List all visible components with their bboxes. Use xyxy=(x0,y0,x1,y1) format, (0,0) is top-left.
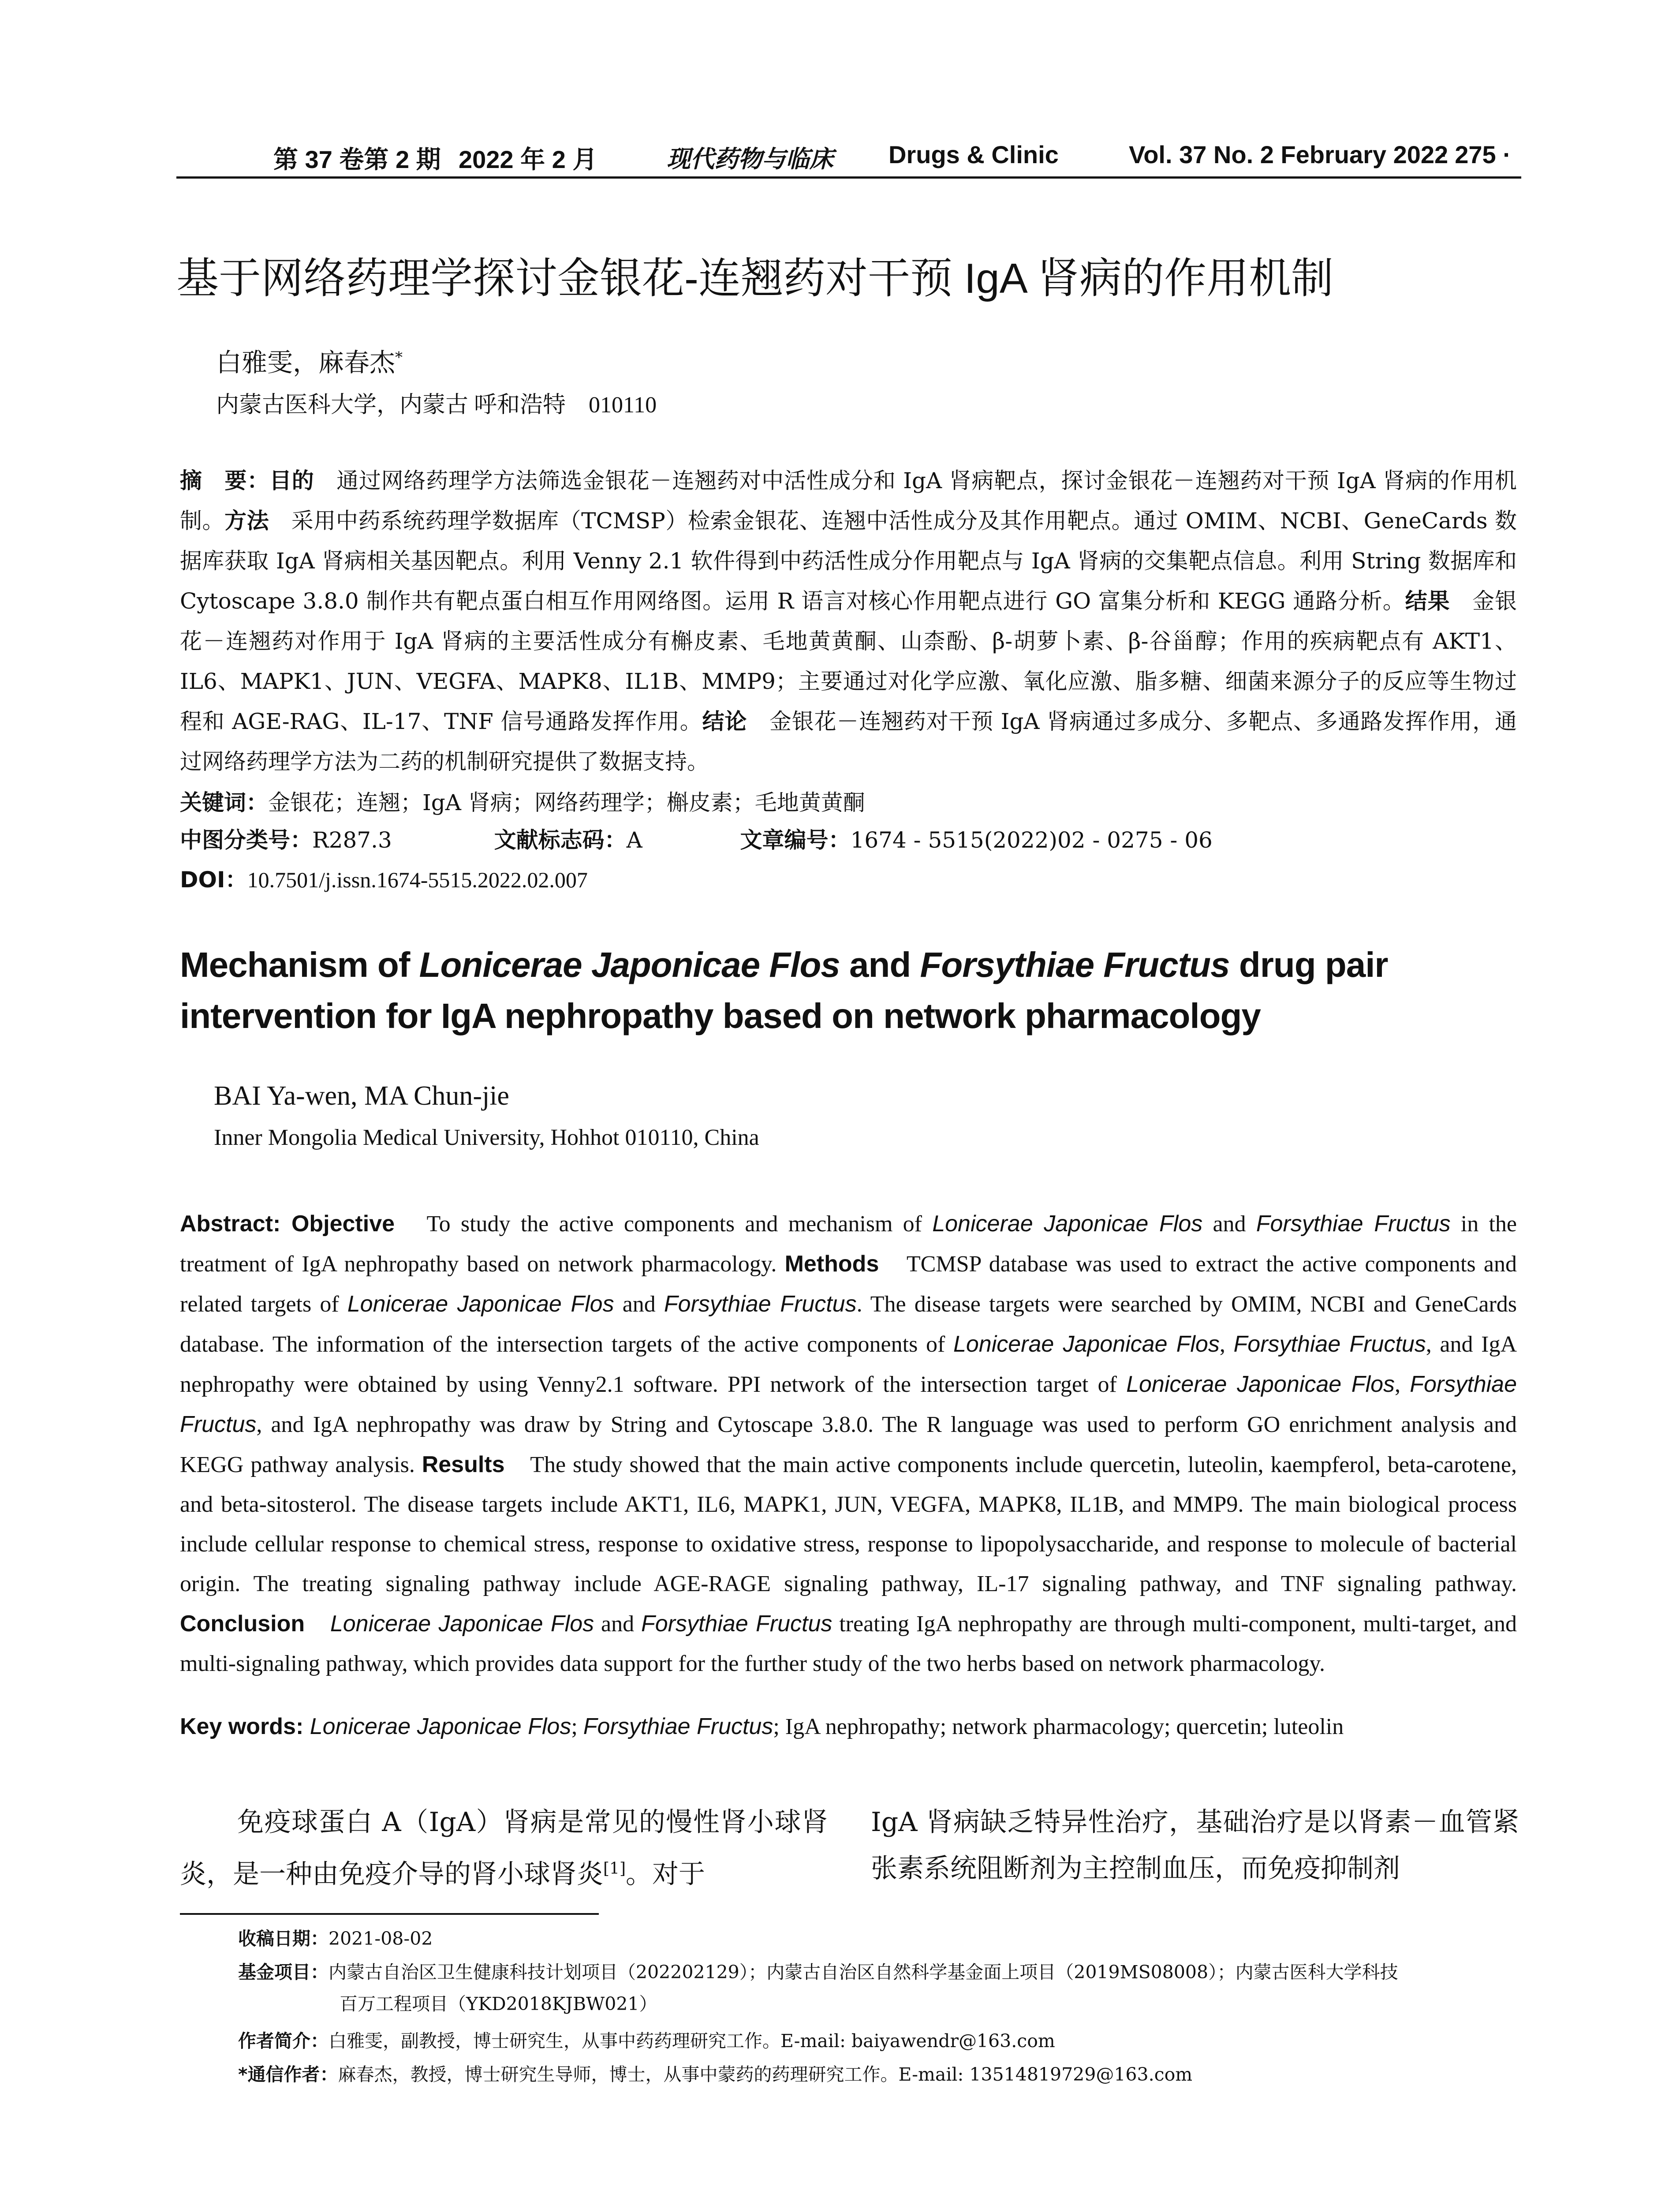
abstract-en-text: TCMSP database was used to extract the active components and related targets of xyxy=(180,1252,1517,1317)
affiliation-en: Inner Mongolia Medical University, Hohhot 010110, China xyxy=(214,1125,759,1150)
footnote-label: 基金项目： xyxy=(238,1962,329,1983)
article-number-value: 1674 - 5515(2022)02 - 0275 - 06 xyxy=(850,827,1213,853)
keywords-en xyxy=(180,1713,1520,1740)
footnote-fund xyxy=(238,1956,1398,2020)
title-en-part: Mechanism of xyxy=(180,945,419,984)
species-name: Forsythiae Fructus xyxy=(1256,1211,1451,1237)
keyword-sep: ; xyxy=(571,1714,583,1739)
title-en-species: Forsythiae Fructus xyxy=(920,945,1230,984)
title-en xyxy=(180,939,1525,1042)
keywords-cn-text: 金银花；连翘；IgA 肾病；网络药理学；槲皮素；毛地黄黄酮 xyxy=(268,790,865,815)
abstract-en-text: and xyxy=(614,1292,664,1317)
header-volume-issue-en: Vol. 37 No. 2 February 2022 xyxy=(1129,141,1449,168)
results-cn-text: 金银花－连翘药对作用于 IgA 肾病的主要活性成分有槲皮素、毛地黄黄酮、山柰酚、β-胡萝卜素、β-谷甾醇；作用的疾病靶点有 AKT1、IL6、MAPK1、JUN、VEGFA、MAPK8、IL1B、MMP9；主要通过对化学应激、氧化应激、脂多糖、细菌来源分子的反应等生物过程和 AGE-RAG、IL-17、TNF 信号通路发挥作用。 xyxy=(180,588,1517,734)
keyword-species: Lonicerae Japonicae Flos xyxy=(310,1714,571,1739)
abstract-en-text: To study the active components and mechanism of xyxy=(395,1211,933,1237)
title-en-part: drug pair intervention for IgA nephropathy based on network pharmacology xyxy=(180,945,1388,1035)
footnote-author xyxy=(238,2025,1055,2057)
abstract-en-text: and xyxy=(594,1611,641,1637)
footnote-label: *通信作者： xyxy=(238,2064,338,2085)
doc-code-value: A xyxy=(626,827,642,853)
footnote-text: 2021-08-02 xyxy=(329,1928,433,1949)
body-text: 。对于 xyxy=(626,1859,705,1890)
abstract-en-text: . The disease targets were searched by OMIM, NCBI and GeneCards database. The information of the intersection targets of the active components of xyxy=(180,1292,1517,1357)
conclusion-cn-text: 金银花－连翘药对干预 IgA 肾病通过多成分、多靶点、多通路发挥作用，通过网络药理学方法为二药的机制研究提供了数据支持。 xyxy=(180,709,1517,774)
species-name: Lonicerae Japonicae Flos xyxy=(330,1611,594,1637)
body-column-left xyxy=(180,1799,828,1898)
header-journal-en: Drugs & Clinic xyxy=(889,141,1059,168)
objective-cn-label: 目的 xyxy=(269,468,314,493)
keywords-en-text: ; IgA nephropathy; network pharmacology; quercetin; luteolin xyxy=(773,1714,1344,1739)
citation-ref[interactable]: [1] xyxy=(603,1860,626,1878)
abstract-en-text: , xyxy=(1219,1332,1234,1357)
results-cn-label: 结果 xyxy=(1405,588,1450,614)
classification-line xyxy=(180,822,1213,854)
corresponding-mark: * xyxy=(395,348,403,366)
footnote-text: 麻春杰，教授，博士研究生导师，博士，从事中蒙药的药理研究工作。E-mail: 13514819729@163.com xyxy=(338,2064,1193,2085)
conclusion-en-label: Conclusion xyxy=(180,1611,305,1637)
abstract-en-text: in the treatment of IgA nephropathy based on network pharmacology. xyxy=(180,1211,1517,1277)
abstract-en xyxy=(180,1204,1517,1684)
keyword-species: Forsythiae Fructus xyxy=(583,1714,773,1739)
conclusion-cn-label: 结论 xyxy=(702,709,747,734)
abstract-cn xyxy=(180,461,1517,782)
species-name: Forsythiae Fructus xyxy=(664,1291,857,1317)
species-name: Lonicerae Japonicae Flos xyxy=(932,1211,1203,1237)
doc-code-label: 文献标志码： xyxy=(494,827,627,853)
title-cn: 基于网络药理学探讨金银花-连翘药对干预 IgA 肾病的作用机制 xyxy=(176,255,1334,302)
footnote-label: 收稿日期： xyxy=(238,1928,329,1949)
methods-en-label: Methods xyxy=(784,1251,879,1277)
footnote-label: 作者简介： xyxy=(238,2030,329,2052)
article-number-label: 文章编号： xyxy=(740,827,851,853)
abstract-en-text: , and IgA nephropathy were obtained by using Venny2.1 software. PPI network of the intersection target of xyxy=(180,1332,1517,1397)
species-name: Lonicerae Japonicae Flos xyxy=(953,1331,1220,1357)
clc-label: 中图分类号： xyxy=(180,827,312,853)
header-page-number: · 275 · xyxy=(1440,141,1511,168)
objective-en-label: Objective xyxy=(291,1211,395,1237)
affiliation-cn: 内蒙古医科大学，内蒙古 呼和浩特 010110 xyxy=(216,392,657,418)
header-volume-issue-cn: 第 37 卷第 2 期 xyxy=(273,146,441,173)
footnote-text: 百万工程项目（YKD2018KJBW021） xyxy=(340,1993,657,2014)
title-en-species: Lonicerae Japonicae Flos xyxy=(419,945,840,984)
footnote-received xyxy=(238,1923,433,1955)
abstract-en-text: , and IgA nephropathy was draw by String and Cytoscape 3.8.0. The R language was used to perform GO enrichment analysis and KEGG pathway analysis. xyxy=(180,1412,1517,1477)
running-header xyxy=(176,140,1521,179)
footnote-text: 白雅雯，副教授，博士研究生，从事中药药理研究工作。E-mail: baiyawendr@163.com xyxy=(329,2030,1055,2052)
footnote-text: 内蒙古自治区卫生健康科技计划项目（202202129）；内蒙古自治区自然科学基金面上项目（2019MS08008）；内蒙古医科大学科技 xyxy=(329,1962,1398,1983)
doi-link[interactable]: 10.7501/j.issn.1674-5515.2022.02.007 xyxy=(247,867,588,892)
authors-cn xyxy=(216,342,403,379)
header-journal-cn: 现代药物与临床 xyxy=(667,145,833,173)
authors-cn-names: 白雅雯，麻春杰 xyxy=(216,348,396,377)
species-name: Forsythiae Fructus xyxy=(1233,1331,1426,1357)
keywords-cn xyxy=(180,783,1517,823)
species-name: Lonicerae Japonicae Flos xyxy=(347,1291,614,1317)
abstract-en-text: and xyxy=(1202,1211,1256,1237)
methods-cn-label: 方法 xyxy=(224,508,269,534)
footnote-corresponding xyxy=(238,2059,1192,2090)
species-name: Forsythiae Fructus xyxy=(180,1372,1517,1437)
keywords-en-label: Key words: xyxy=(180,1714,310,1739)
abstract-en-label: Abstract: xyxy=(180,1211,291,1237)
footnote-divider xyxy=(180,1913,599,1915)
keywords-cn-label: 关键词： xyxy=(180,790,268,815)
abstract-en-text: , xyxy=(1395,1372,1410,1397)
doi-line xyxy=(180,862,588,894)
abstract-en-text: The study showed that the main active components include quercetin, luteolin, kaempferol, beta-carotene, and beta-sitosterol. The disease targets include AKT1, IL6, MAPK1, JUN, VEGFA, MAPK8, IL1B, and MMP9. The main biological process include cellular response to chemical stress, response to oxidative stress, response to lipopolysaccharide, and response to molecule of bacterial origin. The treating signaling pathway include AGE-RAGE signaling pathway, IL-17 signaling pathway, and TNF signaling pathway. xyxy=(180,1452,1517,1596)
abstract-en-text xyxy=(305,1611,330,1637)
body-text: 免疫球蛋白 A（IgA）肾病是常见的慢性肾小球肾炎，是一种由免疫介导的肾小球肾炎 xyxy=(180,1807,828,1890)
header-date-cn: 2022 年 2 月 xyxy=(459,146,597,173)
results-en-label: Results xyxy=(422,1452,505,1477)
species-name: Lonicerae Japonicae Flos xyxy=(1126,1372,1395,1397)
clc-value: R287.3 xyxy=(312,827,392,853)
title-en-part: and xyxy=(840,945,920,984)
abstract-cn-label: 摘 要： xyxy=(180,468,269,493)
abstract-en-text: treating IgA nephropathy are through multi-component, multi-target, and multi-signaling pathway, which provides data support for the further study of the two herbs based on network pharmacology. xyxy=(180,1611,1517,1676)
authors-en: BAI Ya-wen, MA Chun-jie xyxy=(214,1081,509,1111)
body-column-right: IgA 肾病缺乏特异性治疗，基础治疗是以肾素－血管紧张素系统阻断剂为主控制血压，而免疫抑制剂 xyxy=(871,1807,1519,1884)
species-name: Forsythiae Fructus xyxy=(641,1611,833,1637)
methods-cn-text: 采用中药系统药理学数据库（TCMSP）检索金银花、连翘中活性成分及其作用靶点。通过 OMIM、NCBI、GeneCards 数据库获取 IgA 肾病相关基因靶点。利用 Venny 2.1 软件得到中药活性成分作用靶点与 IgA 肾病的交集靶点信息。利用 String 数据库和 Cytoscape 3.8.0 制作共有靶点蛋白相互作用网络图。运用 R 语言对核心作用靶点进行 GO 富集分析和 KEGG 通路分析。 xyxy=(180,508,1517,614)
objective-cn-text: 通过网络药理学方法筛选金银花－连翘药对中活性成分和 IgA 肾病靶点，探讨金银花－连翘药对干预 IgA 肾病的作用机制。 xyxy=(180,468,1517,534)
doi-label: DOI： xyxy=(180,867,247,893)
